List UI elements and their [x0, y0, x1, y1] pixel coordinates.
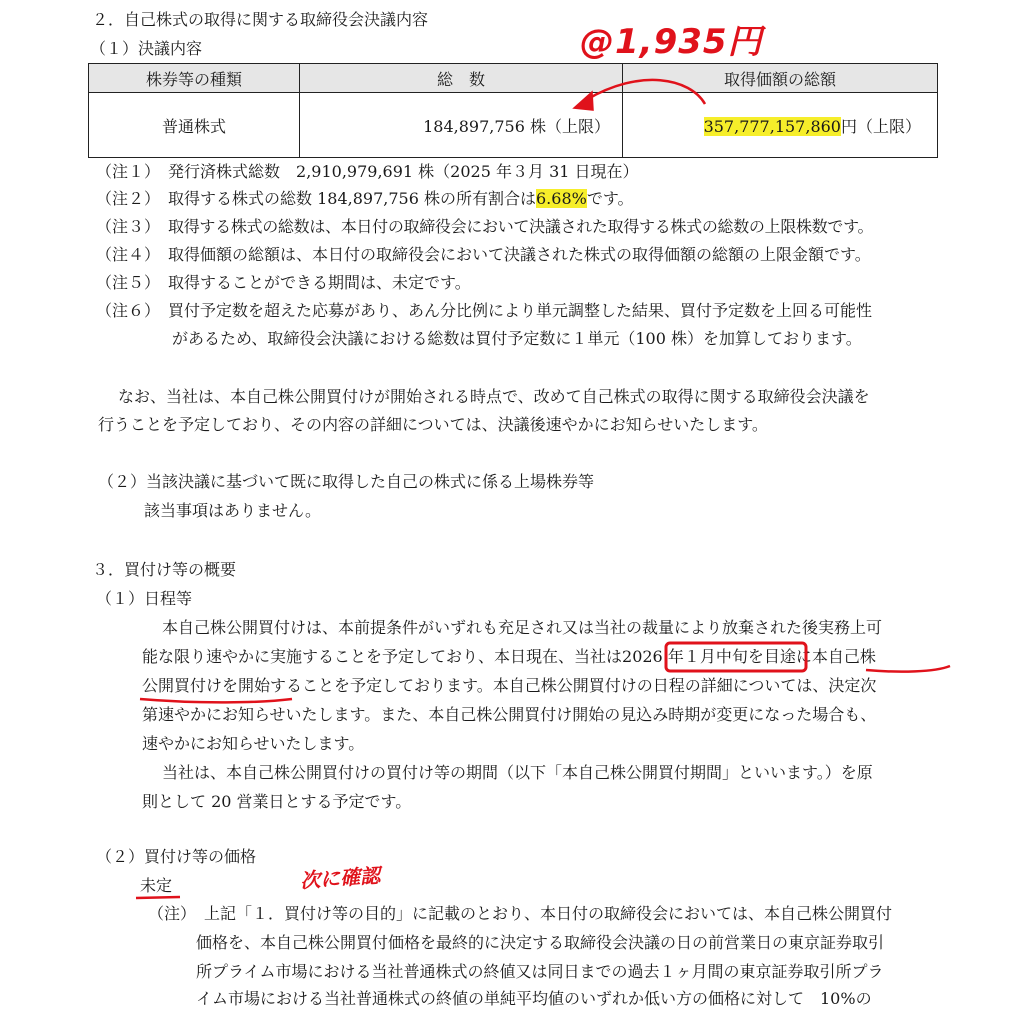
price-note-line2: 価格を、本自己株公開買付価格を最終的に決定する取締役会決議の日の前営業日の東京証券取引: [196, 933, 885, 952]
start-text-b: 公開買付けを開始: [142, 676, 271, 695]
total-shares-unit: 株（上限）: [529, 116, 610, 136]
schedule-line2: 能な限り速やかに実施することを予定しており、本日現在、当社は2026 年１月中旬を目途に本自己株: [142, 647, 876, 666]
note-1: （注１） 発行済株式総数 2,910,979,691 株（2025 年３月 31 日現在）: [96, 162, 639, 181]
para1-line2: 行うことを予定しており、その内容の詳細については、決議後速やかにお知らせいたします。: [98, 415, 768, 434]
table-header-type: 株券等の種類: [89, 64, 300, 93]
amount-unit: 円（上限）: [840, 116, 921, 136]
amount-highlight: 357,777,157,860: [703, 116, 841, 136]
price-note-line4: イム市場における当社普通株式の終値の単純平均値のいずれか低い方の価格に対して 10%の: [196, 989, 872, 1008]
arrow-head: [574, 92, 593, 110]
schedule-line4: 第速やかにお知らせいたします。また、本自己株公開買付け開始の見込み時期が変更になった場合も、: [142, 705, 877, 724]
table-header-total: 総 数: [300, 64, 623, 93]
period-line1: 当社は、本自己株公開買付けの買付け等の期間（以下「本自己株公開買付期間」といいます。）を原: [162, 763, 873, 782]
date-box: [666, 643, 806, 671]
start-text-a: 本自己株: [811, 647, 876, 666]
table-header-amount: 取得価額の総額: [623, 64, 938, 93]
note-6: （注６） 買付予定数を超えた応募があり、あん分比例により単元調整した結果、買付予定数を上回る可能性: [96, 301, 873, 320]
price-value: 未定: [140, 876, 173, 895]
price-underline: [136, 897, 180, 898]
section3-sub1: （１）日程等: [96, 589, 193, 608]
period-line2: 則として 20 営業日とする予定です。: [142, 792, 412, 811]
price-note-line1: （注） 上記「１．買付け等の目的」に記載のとおり、本日付の取締役会においては、本自己株公開買付: [148, 904, 893, 923]
confirm-annotation: 次に確認: [299, 863, 381, 893]
note-4: （注４） 取得価額の総額は、本日付の取締役会において決議された株式の取得価額の総額の上限金額です。: [96, 245, 871, 264]
section2-heading: ２．自己株式の取得に関する取締役会決議内容: [92, 10, 429, 29]
start-underline-2: [140, 699, 292, 702]
note-5: （注５） 取得することができる期間は、未定です。: [96, 273, 471, 292]
section3-heading: ３．買付け等の概要: [92, 560, 237, 579]
note-2: （注２） 取得する株式の総数 184,897,756 株の所有割合は6.68%です。: [96, 189, 634, 208]
price-note-line3: 所プライム市場における当社普通株式の終値又は同日までの過去１ヶ月間の東京証券取引所プラ: [196, 962, 884, 981]
start-underline-1: [866, 666, 950, 672]
section3-sub2: （２）買付け等の価格: [96, 847, 257, 866]
para1-line1: なお、当社は、本自己株公開買付けが開始される時点で、改めて自己株式の取得に関する取締役会決議を: [118, 387, 870, 406]
schedule-line1: 本自己株公開買付けは、本前提条件がいずれも充足され又は当社の裁量により放棄された後実務上可: [162, 618, 883, 637]
date-text: 2026 年１月中旬: [622, 647, 748, 666]
note-3: （注３） 取得する株式の総数は、本日付の取締役会において決議された取得する株式の総数の上限株数です。: [96, 217, 874, 236]
annotation-arrow: [586, 80, 705, 104]
schedule-line3: 公開買付けを開始することを予定しております。本自己株公開買付けの日程の詳細については、決定次: [142, 676, 877, 695]
note-6-cont: があるため、取締役会決議における総数は買付予定数に１単元（100 株）を加算しております。: [172, 329, 862, 348]
section2-sub2: （２）当該決議に基づいて既に取得した自己の株式に係る上場株券等: [98, 472, 595, 491]
price-annotation: @1,935円: [580, 22, 763, 62]
cell-type: 普通株式: [89, 93, 300, 158]
ownership-highlight: 6.68%: [536, 189, 587, 208]
section2-sub1: （１）決議内容: [90, 39, 203, 58]
section2-sub2-body: 該当事項はありません。: [144, 501, 321, 520]
schedule-line5: 速やかにお知らせいたします。: [142, 734, 365, 753]
total-shares: 184,897,756: [423, 116, 525, 136]
